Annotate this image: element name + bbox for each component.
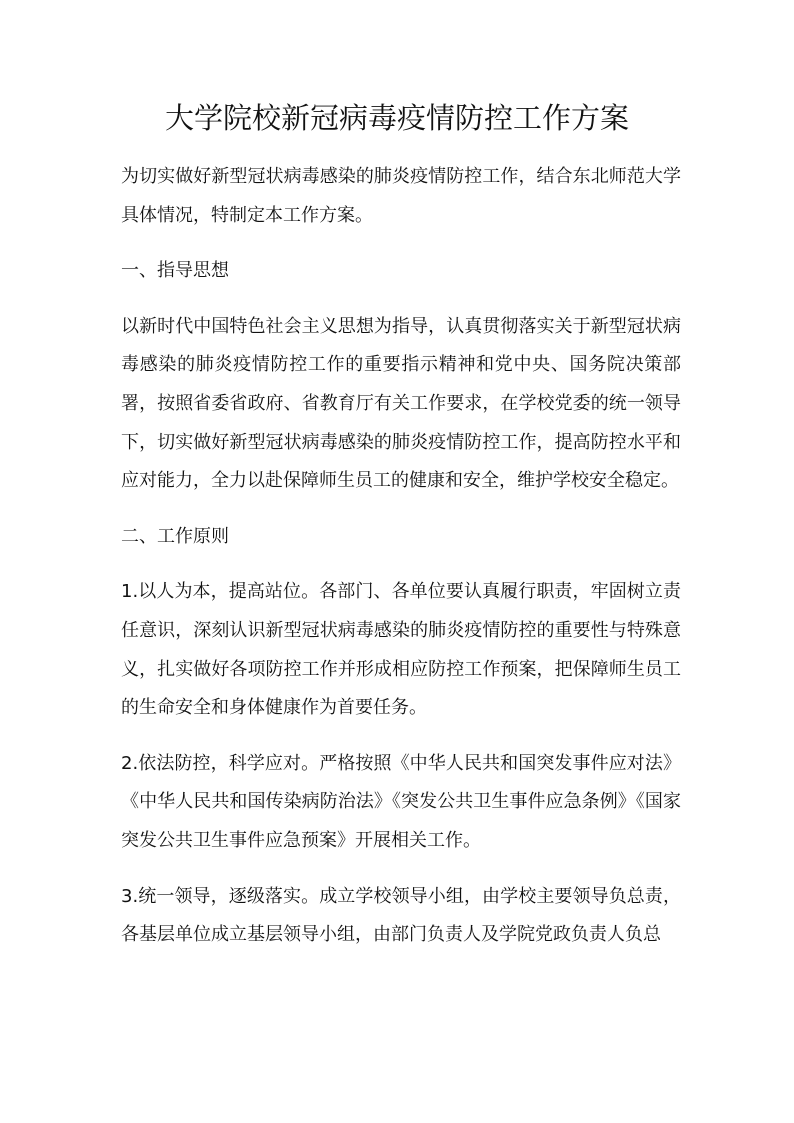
document-title: 大学院校新冠病毒疫情防控工作方案 (164, 101, 629, 135)
document-body (121, 158, 681, 955)
section-heading-work-principles: 二、工作原则 (121, 525, 229, 547)
principle-1-paragraph: 1.以人为本，提高站位。各部门、各单位要认真履行职责，牢固树立责任意识，深刻认识新型冠状病毒感染的肺炎疫情防控的重要性与特殊意义，扎实做好各项防控工作并形成相应防控工作预案，把保障师生员工的生命安全和身体健康作为首要任务。 (121, 581, 681, 719)
intro-paragraph: 为切实做好新型冠状病毒感染的肺炎疫情防控工作，结合东北师范大学具体情况，特制定本工作方案。 (121, 166, 681, 226)
principle-2-paragraph: 2.依法防控，科学应对。严格按照《中华人民共和国突发事件应对法》《中华人民共和国传染病防治法》《突发公共卫生事件应急条例》《国家突发公共卫生事件应急预案》开展相关工作。 (121, 752, 681, 851)
guiding-thought-paragraph: 以新时代中国特色社会主义思想为指导，认真贯彻落实关于新型冠状病毒感染的肺炎疫情防控工作的重要指示精神和党中央、国务院决策部署，按照省委省政府、省教育厅有关工作要求，在学校党委的统一领导下，切实做好新型冠状病毒感染的肺炎疫情防控工作，提高防控水平和应对能力，全力以赴保障师生员工的健康和安全，维护学校安全稳定。 (121, 315, 681, 492)
section-heading-guiding-thought: 一、指导思想 (121, 260, 229, 282)
principle-3-paragraph: 3.统一领导，逐级落实。成立学校领导小组，由学校主要领导负总责，各基层单位成立基层领导小组，由部门负责人及学院党政负责人负总 (121, 885, 681, 946)
